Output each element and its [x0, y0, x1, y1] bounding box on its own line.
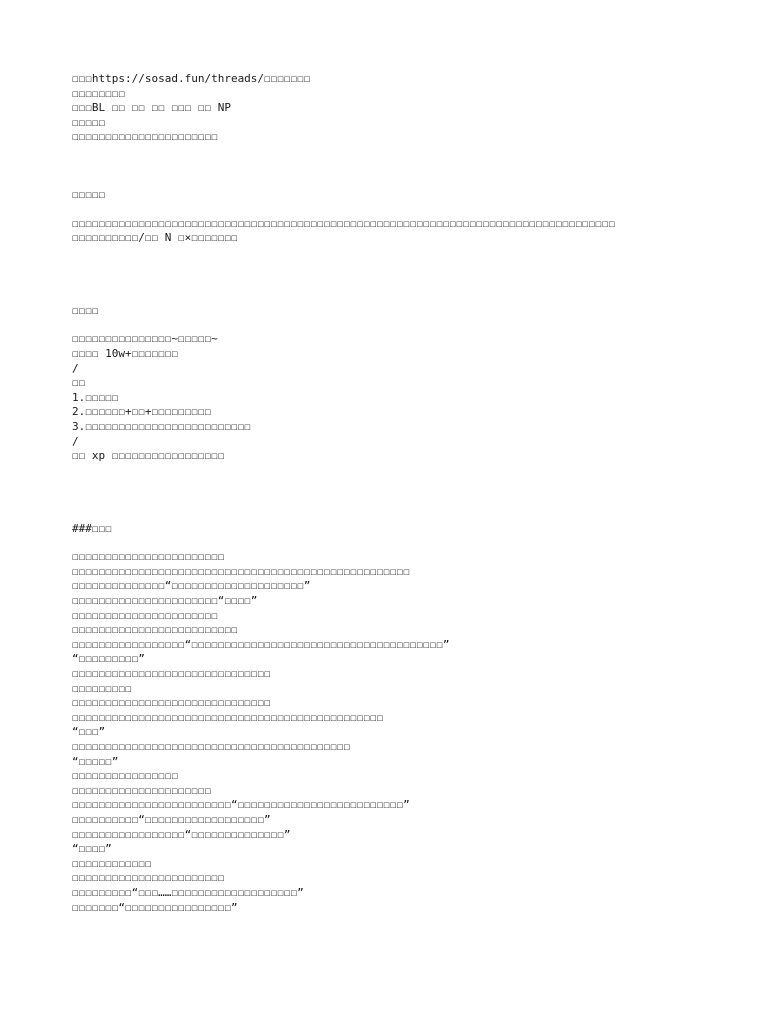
notes-line: ☐☐☐☐☐☐☐☐☐☐☐☐☐☐☐~☐☐☐☐☐~ [72, 332, 218, 346]
chapter-line: ☐☐☐☐☐☐☐☐☐☐☐☐☐☐☐☐☐☐☐☐☐☐☐☐☐ [72, 623, 238, 637]
notes-line: / [72, 434, 79, 448]
chapter-line: ☐☐☐☐☐☐☐☐☐☐☐☐☐☐“☐☐☐☐☐☐☐☐☐☐☐☐☐☐☐☐☐☐☐☐” [72, 579, 311, 593]
source-url-line: ☐☐☐https://sosad.fun/threads/☐☐☐☐☐☐☐ [72, 72, 311, 85]
chapter-line: ☐☐☐☐☐☐☐☐☐☐☐☐☐☐☐☐☐☐☐☐☐☐ [72, 608, 218, 622]
chapter-line: ☐☐☐☐☐☐☐☐☐☐☐☐☐☐☐☐☐☐☐☐☐☐☐☐“☐☐☐☐☐☐☐☐☐☐☐☐☐☐☐☐☐☐☐☐☐☐☐☐☐” [72, 798, 410, 812]
chapter-line: ☐☐☐☐☐☐☐☐☐☐☐☐☐☐☐☐☐☐☐☐☐☐☐☐☐☐☐☐☐☐ [72, 696, 271, 710]
chapter-line: ☐☐☐☐☐☐☐“☐☐☐☐☐☐☐☐☐☐☐☐☐☐☐☐” [72, 900, 238, 914]
chapter-line: “☐☐☐☐☐” [72, 754, 119, 768]
notes-list-item: 1.☐☐☐☐☐ [72, 390, 119, 404]
notes-line: ☐☐☐☐ 10w+☐☐☐☐☐☐☐ [72, 346, 178, 360]
chapter-line: “☐☐☐☐☐☐☐☐☐” [72, 652, 145, 666]
chapter-line: “☐☐☐” [72, 725, 106, 739]
chapter-heading: ###☐☐☐ [72, 521, 112, 535]
header-line: ☐☐☐☐☐ [72, 115, 106, 129]
chapter-line: ☐☐☐☐☐☐☐☐☐☐☐☐☐☐☐☐☐☐☐☐☐☐☐☐☐☐☐☐☐☐☐☐☐☐☐☐☐☐☐☐☐☐ [72, 740, 351, 753]
chapter-line: ☐☐☐☐☐☐☐☐☐☐☐☐☐☐☐☐☐☐☐☐☐ [72, 783, 212, 797]
summary-heading: ☐☐☐☐☐ [72, 187, 106, 201]
chapter-line: ☐☐☐☐☐☐☐☐☐☐☐☐☐☐☐☐☐☐☐☐☐☐“☐☐☐☐” [72, 594, 258, 608]
chapter-line: ☐☐☐☐☐☐☐☐☐ [72, 681, 132, 695]
chapter-line: “☐☐☐☐” [72, 842, 112, 856]
tags-line: ☐☐☐BL ☐☐ ☐☐ ☐☐ ☐☐☐ ☐☐ NP [72, 101, 231, 115]
chapter-line: ☐☐☐☐☐☐☐☐☐☐☐☐☐☐☐☐☐☐☐☐☐☐☐☐☐☐☐☐☐☐☐☐☐☐☐☐☐☐☐☐☐☐☐☐☐☐☐☐☐☐☐ [72, 564, 410, 578]
notes-list-item: 3.☐☐☐☐☐☐☐☐☐☐☐☐☐☐☐☐☐☐☐☐☐☐☐☐☐ [72, 419, 251, 433]
summary-line: ☐☐☐☐☐☐☐☐☐☐/☐☐ N ☐×☐☐☐☐☐☐☐ [72, 231, 238, 245]
notes-list-item: 2.☐☐☐☐☐☐+☐☐+☐☐☐☐☐☐☐☐☐ [72, 405, 212, 419]
notes-heading: ☐☐☐☐ [72, 303, 99, 317]
chapter-line: ☐☐☐☐☐☐☐☐☐☐☐☐☐☐☐☐☐☐☐☐☐☐☐ [72, 550, 225, 564]
chapter-line: ☐☐☐☐☐☐☐☐☐☐☐☐☐☐☐☐☐☐☐☐☐☐☐ [72, 871, 225, 885]
chapter-line: ☐☐☐☐☐☐☐☐☐☐☐☐☐☐☐☐☐“☐☐☐☐☐☐☐☐☐☐☐☐☐☐” [72, 827, 291, 841]
header-line: ☐☐☐☐☐☐☐☐☐☐☐☐☐☐☐☐☐☐☐☐☐☐ [72, 130, 218, 144]
summary-block [72, 188, 712, 246]
document-page [72, 72, 712, 915]
chapter-line: ☐☐☐☐☐☐☐☐☐☐☐☐☐☐☐☐☐“☐☐☐☐☐☐☐☐☐☐☐☐☐☐☐☐☐☐☐☐☐☐☐☐☐☐☐☐☐☐☐☐☐☐☐☐☐☐” [72, 637, 450, 651]
header-block [72, 72, 712, 145]
chapter-line: ☐☐☐☐☐☐☐☐☐☐☐☐☐☐☐☐ [72, 769, 178, 783]
notes-line: ☐☐ xp ☐☐☐☐☐☐☐☐☐☐☐☐☐☐☐☐☐ [72, 449, 225, 463]
header-line: ☐☐☐☐☐☐☐☐ [72, 86, 125, 100]
chapter-block [72, 522, 712, 915]
notes-line: ☐☐ [72, 376, 86, 390]
summary-line: ☐☐☐☐☐☐☐☐☐☐☐☐☐☐☐☐☐☐☐☐☐☐☐☐☐☐☐☐☐☐☐☐☐☐☐☐☐☐☐☐☐☐☐☐☐☐☐☐☐☐☐☐☐☐☐☐☐☐☐☐☐☐☐☐☐☐☐☐☐☐☐☐☐☐☐☐☐☐☐☐☐☐ [72, 216, 616, 230]
chapter-line: ☐☐☐☐☐☐☐☐☐“☐☐☐……☐☐☐☐☐☐☐☐☐☐☐☐☐☐☐☐☐☐☐” [72, 885, 304, 899]
notes-block [72, 304, 712, 464]
notes-line: / [72, 361, 79, 375]
chapter-line: ☐☐☐☐☐☐☐☐☐☐☐☐ [72, 856, 152, 870]
chapter-line: ☐☐☐☐☐☐☐☐☐☐☐☐☐☐☐☐☐☐☐☐☐☐☐☐☐☐☐☐☐☐☐☐☐☐☐☐☐☐☐☐☐☐☐☐☐☐☐ [72, 710, 384, 724]
chapter-line: ☐☐☐☐☐☐☐☐☐☐“☐☐☐☐☐☐☐☐☐☐☐☐☐☐☐☐☐☐” [72, 812, 271, 826]
chapter-line: ☐☐☐☐☐☐☐☐☐☐☐☐☐☐☐☐☐☐☐☐☐☐☐☐☐☐☐☐☐☐ [72, 667, 271, 681]
